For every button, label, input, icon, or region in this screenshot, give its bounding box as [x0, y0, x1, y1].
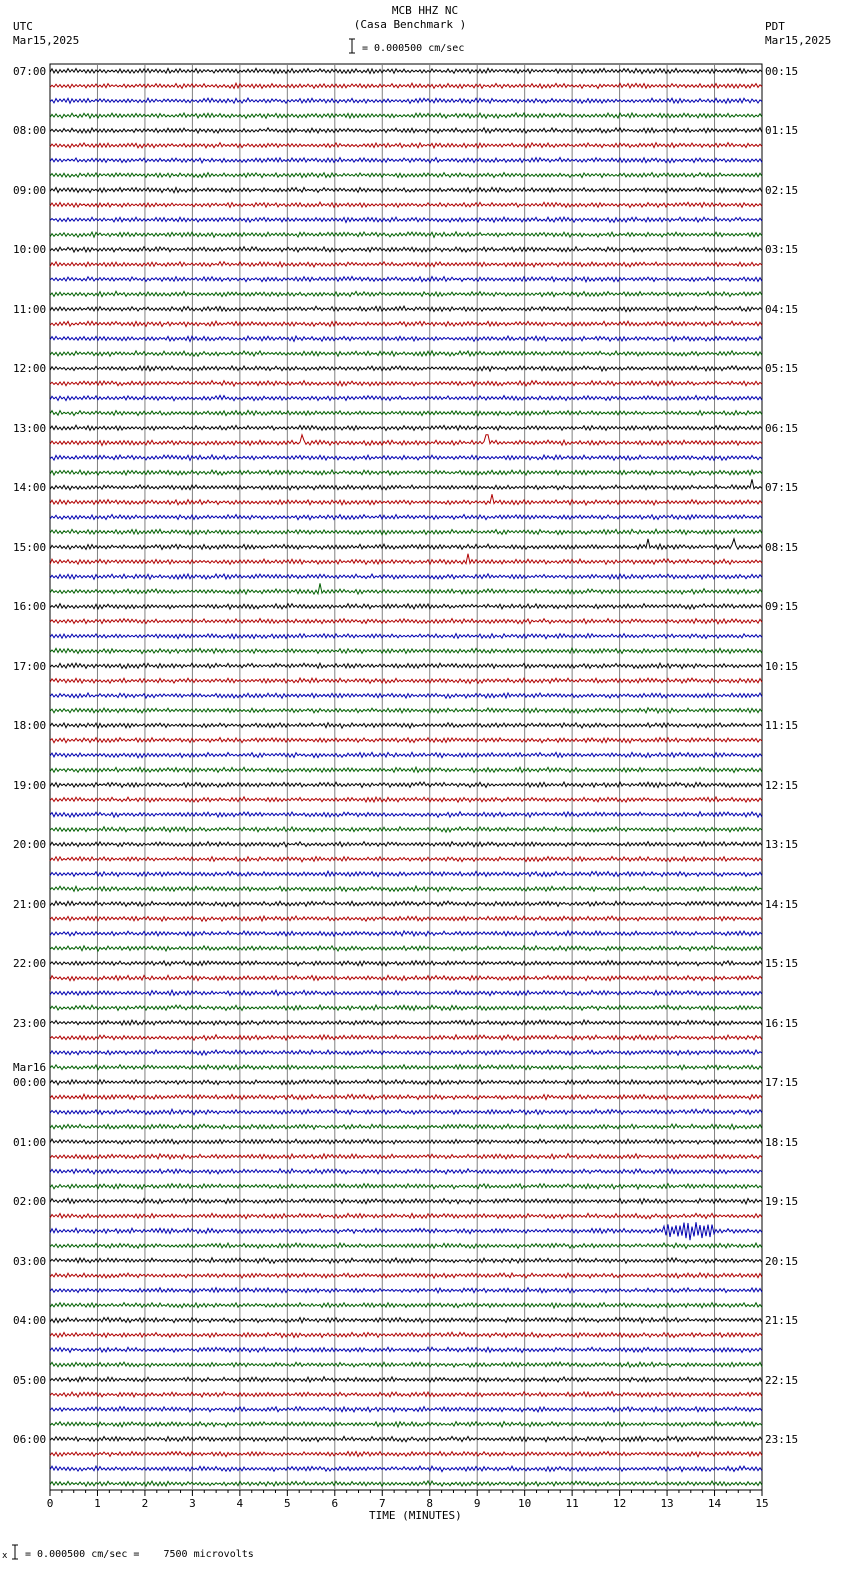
left-hour-label: 14:00 [13, 481, 47, 495]
trace-71 [50, 1124, 762, 1129]
trace-0 [50, 68, 762, 73]
x-tick-label: 10 [518, 1497, 532, 1510]
site-title: (Casa Benchmark ) [353, 18, 467, 31]
left-timezone: UTC [13, 20, 33, 33]
right-hour-label: 01:15 [765, 124, 799, 138]
trace-75 [50, 1184, 762, 1189]
left-hour-label: 06:00 [13, 1433, 47, 1447]
right-hour-label: 15:15 [765, 957, 799, 971]
trace-39 [50, 648, 762, 653]
trace-1 [50, 83, 762, 88]
trace-76 [50, 1199, 762, 1204]
right-hour-label: 07:15 [765, 481, 799, 495]
right-hour-label: 08:15 [765, 540, 799, 554]
trace-56 [50, 901, 762, 906]
left-hour-label: 19:00 [13, 778, 47, 792]
trace-53 [50, 857, 762, 862]
trace-91 [50, 1422, 762, 1427]
footer-scale-note: = 0.000500 cm/sec = 7500 microvolts [25, 1549, 254, 1560]
right-hour-label: 12:15 [765, 778, 799, 792]
scale-label: = 0.000500 cm/sec [362, 43, 465, 54]
trace-16 [50, 306, 762, 311]
trace-11 [50, 232, 762, 238]
trace-83 [50, 1303, 762, 1308]
footer-scale-bar-icon [11, 1544, 19, 1560]
trace-73 [50, 1154, 762, 1160]
trace-52 [50, 842, 762, 847]
right-date: Mar15,2025 [765, 34, 832, 47]
right-hour-label: 06:15 [765, 421, 799, 435]
trace-88 [50, 1377, 762, 1382]
trace-67 [50, 1065, 762, 1070]
station-title: MCB HHZ NC [391, 4, 459, 17]
trace-79 [50, 1243, 762, 1248]
x-tick-label: 5 [284, 1497, 291, 1510]
trace-51 [50, 827, 762, 832]
right-hour-label: 21:15 [765, 1314, 799, 1328]
x-tick-label: 9 [473, 1497, 481, 1510]
trace-27 [50, 470, 762, 475]
trace-72 [50, 1139, 762, 1144]
x-tick-label: 4 [236, 1497, 244, 1510]
right-hour-label: 13:15 [765, 838, 799, 852]
trace-6 [50, 158, 762, 163]
trace-94 [50, 1466, 762, 1472]
trace-17 [50, 321, 762, 326]
time-axis [47, 1490, 769, 1510]
x-tick-label: 3 [189, 1497, 196, 1510]
trace-82 [50, 1288, 762, 1293]
trace-28 [50, 479, 762, 490]
left-hour-label: 02:00 [13, 1195, 47, 1209]
trace-77 [50, 1213, 762, 1218]
trace-15 [50, 291, 762, 296]
left-hour-label: 21:00 [13, 897, 47, 911]
trace-61 [50, 975, 762, 980]
trace-22 [50, 395, 762, 400]
trace-42 [50, 693, 762, 698]
left-hour-label: 04:00 [13, 1314, 47, 1328]
trace-63 [50, 1005, 762, 1010]
trace-50 [50, 812, 762, 818]
right-hour-label: 03:15 [765, 243, 799, 257]
trace-74 [50, 1169, 762, 1174]
right-hour-label: 23:15 [765, 1433, 799, 1447]
trace-60 [50, 961, 762, 966]
left-hour-label: 01:00 [13, 1135, 47, 1149]
trace-93 [50, 1452, 762, 1457]
trace-33 [50, 554, 762, 565]
left-hour-label: 17:00 [13, 659, 47, 673]
trace-37 [50, 619, 762, 624]
left-hour-label: 15:00 [13, 540, 47, 554]
trace-49 [50, 797, 762, 802]
right-timezone: PDT [765, 20, 785, 33]
left-hour-label: 12:00 [13, 362, 47, 376]
right-hour-label: 17:15 [765, 1076, 799, 1090]
trace-68 [50, 1080, 762, 1085]
left-hour-label: 03:00 [13, 1254, 47, 1268]
trace-59 [50, 946, 762, 951]
trace-38 [50, 634, 762, 639]
right-hour-label: 04:15 [765, 302, 799, 316]
trace-55 [50, 886, 762, 892]
trace-87 [50, 1362, 762, 1367]
trace-14 [50, 277, 762, 282]
trace-66 [50, 1050, 762, 1055]
x-tick-label: 12 [612, 1497, 627, 1510]
trace-23 [50, 410, 762, 415]
trace-3 [50, 113, 762, 118]
trace-4 [50, 128, 762, 133]
right-hour-label: 20:15 [765, 1254, 799, 1268]
left-hour-label: 23:00 [13, 1016, 47, 1030]
x-tick-label: 7 [378, 1497, 386, 1510]
trace-70 [50, 1109, 762, 1115]
trace-85 [50, 1332, 762, 1337]
trace-80 [50, 1258, 762, 1263]
trace-35 [50, 583, 762, 594]
left-hour-label: 05:00 [13, 1373, 47, 1387]
x-tick-label: 13 [660, 1497, 674, 1510]
left-hour-label: 10:00 [13, 243, 47, 257]
trace-21 [50, 381, 762, 387]
left-hour-label: 22:00 [13, 957, 47, 971]
left-hour-label: 20:00 [13, 838, 47, 852]
trace-group [50, 68, 762, 1486]
trace-58 [50, 931, 762, 936]
trace-84 [50, 1317, 762, 1323]
left-hour-label: 07:00 [13, 65, 47, 78]
trace-26 [50, 455, 762, 460]
x-tick-label: 2 [141, 1497, 149, 1510]
trace-90 [50, 1407, 762, 1412]
trace-57 [50, 916, 762, 921]
left-date: Mar15,2025 [13, 34, 80, 47]
left-hour-label: 18:00 [13, 719, 47, 733]
trace-24 [50, 425, 762, 430]
trace-31 [50, 529, 762, 534]
trace-47 [50, 767, 762, 772]
trace-81 [50, 1273, 762, 1278]
trace-10 [50, 217, 762, 222]
left-hour-label: 08:00 [13, 124, 47, 138]
trace-29 [50, 494, 762, 505]
x-tick-label: 15 [755, 1497, 769, 1510]
trace-41 [50, 678, 762, 683]
trace-30 [50, 515, 762, 520]
left-hour-label: 00:00 [13, 1076, 47, 1090]
trace-36 [50, 604, 762, 609]
trace-45 [50, 738, 762, 743]
right-hour-label: 14:15 [765, 897, 799, 911]
right-hour-label: 19:15 [765, 1195, 799, 1209]
trace-89 [50, 1392, 762, 1397]
trace-19 [50, 351, 762, 356]
trace-5 [50, 143, 762, 148]
trace-69 [50, 1094, 762, 1099]
date-change-label: Mar16 [13, 1061, 47, 1075]
trace-43 [50, 708, 762, 713]
trace-7 [50, 173, 762, 178]
trace-25 [50, 435, 762, 446]
right-hour-label: 05:15 [765, 362, 799, 376]
x-tick-label: 1 [94, 1497, 101, 1510]
trace-48 [50, 782, 762, 787]
left-hour-label: 13:00 [13, 421, 47, 435]
x-tick-label: 0 [46, 1497, 54, 1510]
trace-20 [50, 366, 762, 371]
x-tick-label: 8 [426, 1497, 434, 1510]
right-hour-label: 09:15 [765, 600, 799, 614]
x-axis-label: TIME (MINUTES) [369, 1509, 462, 1522]
trace-13 [50, 262, 762, 267]
left-hour-label: 09:00 [13, 183, 47, 197]
trace-54 [50, 871, 762, 876]
trace-8 [50, 187, 762, 192]
right-hour-label: 10:15 [765, 659, 799, 673]
trace-2 [50, 98, 762, 103]
left-hour-label: 11:00 [13, 302, 47, 316]
trace-64 [50, 1020, 762, 1025]
left-hour-label: 16:00 [13, 600, 47, 614]
trace-46 [50, 752, 762, 757]
trace-62 [50, 990, 762, 995]
trace-44 [50, 723, 762, 728]
trace-40 [50, 663, 762, 669]
trace-34 [50, 574, 762, 579]
right-hour-label: 00:15 [765, 65, 799, 78]
trace-65 [50, 1035, 762, 1040]
right-hour-label: 18:15 [765, 1135, 799, 1149]
trace-18 [50, 336, 762, 341]
trace-32 [50, 539, 762, 550]
right-hour-label: 22:15 [765, 1373, 799, 1387]
footer-scale-prefix: x [2, 1551, 8, 1561]
right-hour-label: 02:15 [765, 183, 799, 197]
trace-86 [50, 1347, 762, 1352]
trace-78 [50, 1222, 762, 1240]
right-hour-label: 11:15 [765, 719, 799, 733]
x-tick-label: 6 [331, 1497, 339, 1510]
x-tick-label: 11 [565, 1497, 579, 1510]
trace-92 [50, 1436, 762, 1441]
trace-9 [50, 202, 762, 207]
trace-12 [50, 247, 762, 252]
right-hour-label: 16:15 [765, 1016, 799, 1030]
x-tick-label: 14 [707, 1497, 722, 1510]
trace-95 [50, 1481, 762, 1486]
